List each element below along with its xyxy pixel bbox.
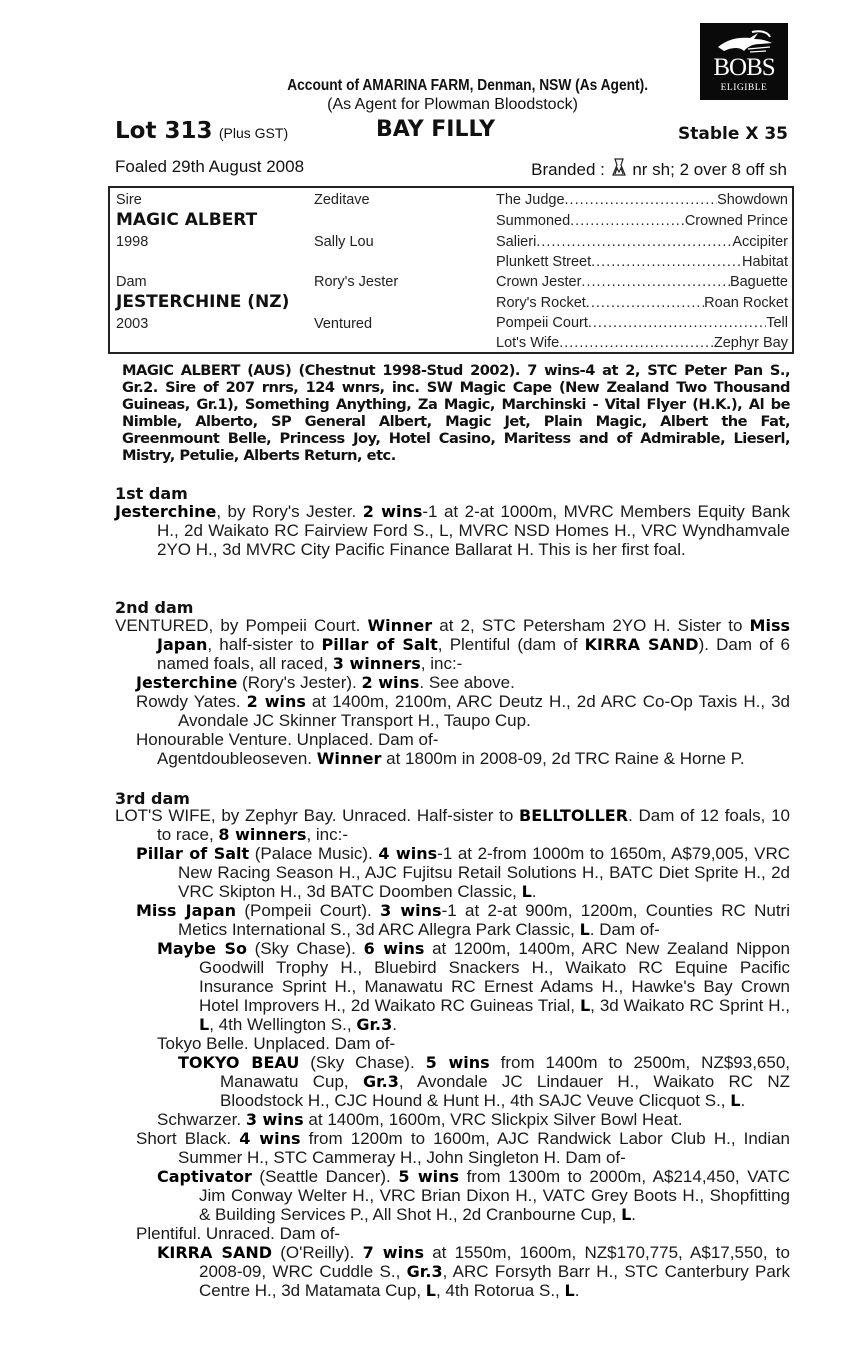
third-gen-dam: Accipiter bbox=[732, 234, 788, 250]
family-entry: Schwarzer. 3 wins at 1400m, 1600m, VRC Slickpix Silver Bowl Heat. bbox=[157, 1110, 683, 1129]
brand-mark-icon bbox=[610, 157, 628, 177]
third-gen-sire: Salieri bbox=[496, 234, 537, 250]
lot-note: (Plus GST) bbox=[218, 125, 289, 141]
branded-text: nr sh; 2 over 8 off sh bbox=[632, 160, 787, 179]
entry-text: -1 at 2-at 1000m, MVRC Members Equity Bank H., 2d Waikato RC Fairview Ford S., L, MVRC NSD Homes H., VRC Wyndhamvale 2YO H., 3d MVRC City Pacific Finance Ballarat H. This is her first foal. bbox=[157, 502, 790, 559]
wins-count: 2 wins bbox=[362, 502, 423, 521]
third-gen-row bbox=[496, 234, 788, 250]
family-entry bbox=[115, 502, 790, 559]
sire-summary: MAGIC ALBERT (AUS) (Chestnut 1998-Stud 2002). 7 wins-4 at 2, STC Peter Pan S., Gr.2. Sire of 207 rnrs, 124 wnrs, inc. SW Magic Cape (New Zealand Two Thousand Guineas, Gr.1), Something Anything, Za Magic, Marchinski - Vital Flyer (H.K.), Al be Nimble, Alberto, SP General Albert, Magic Jet, Plain Magic, Albert the Fat, Greenmount Belle, Princess Joy, Hotel Casino, Maritess and of Admirable, Lieserl, Mistry, Petulie, Alberts Return, etc. bbox=[122, 362, 790, 464]
stable-number: Stable X 35 bbox=[678, 124, 788, 144]
family-entry: Tokyo Belle. Unplaced. Dam of- bbox=[157, 1034, 396, 1053]
family-entry: Maybe So (Sky Chase). 6 wins at 1200m, 1400m, ARC New Zealand Nippon Goodwill Trophy H., Bluebird Snackers H., Waikato RC Equine Pacific Insurance Sprint H., Manawatu RC Ernest Adams H., Hawke's Bay Crown Hotel Improvers H., 2d Waikato RC Guineas Trial, L, 3d Waikato RC Sprint H., L, 4th Wellington S., Gr.3. bbox=[157, 939, 790, 1034]
third-gen-row bbox=[496, 213, 788, 229]
leader-dots bbox=[588, 315, 766, 331]
third-gen-dam: Tell bbox=[766, 315, 788, 331]
family-entry: VENTURED, by Pompeii Court. Winner at 2, STC Petersham 2YO H. Sister to Miss Japan, half-sister to Pillar of Salt, Plentiful (dam of KIRRA SAND). Dam of 6 named foals, all raced, 3 winners, inc:- bbox=[115, 616, 790, 673]
dam-sire: Rory's Jester bbox=[314, 274, 399, 290]
third-gen-sire: The Judge bbox=[496, 192, 565, 208]
third-gen-dam: Showdown bbox=[717, 192, 788, 208]
leader-dots bbox=[586, 295, 704, 311]
vendor-line bbox=[63, 77, 803, 95]
family-entry: LOT'S WIFE, by Zephyr Bay. Unraced. Half-sister to BELLTOLLER. Dam of 12 foals, 10 to race, 8 winners, inc:- bbox=[115, 806, 790, 844]
third-gen-dam: Baguette bbox=[729, 274, 788, 290]
sire-label: Sire bbox=[116, 192, 142, 208]
horse-description: BAY FILLY bbox=[376, 117, 496, 142]
lot-label: Lot 313 bbox=[115, 118, 213, 144]
family-entry: TOKYO BEAU (Sky Chase). 5 wins from 1400m to 2500m, NZ$93,650, Manawatu Cup, Gr.3, Avondale JC Lindauer H., Waikato RC NZ Bloodstock H., CJC Hound & Hunt H., 4th SAJC Veuve Clicquot S., L. bbox=[178, 1053, 791, 1110]
dam-label: Dam bbox=[116, 274, 147, 290]
brand-description bbox=[531, 157, 787, 180]
family-entry: Agentdoubleoseven. Winner at 1800m in 2008-09, 2d TRC Raine & Horne P. bbox=[157, 749, 745, 768]
third-gen-row bbox=[496, 315, 788, 331]
third-gen-sire: Lot's Wife bbox=[496, 335, 560, 351]
vendor-text: Account of AMARINA FARM, Denman, NSW (As Agent). bbox=[287, 77, 649, 94]
horse-head-icon bbox=[714, 29, 774, 55]
third-gen-row bbox=[496, 254, 788, 270]
family-entry: KIRRA SAND (O'Reilly). 7 wins at 1550m, 1600m, NZ$170,775, A$17,550, to 2008-09, WRC Cuddle S., Gr.3, ARC Forsyth Barr H., STC Canterbury Park Centre H., 3d Matamata Cup, L, 4th Rotorua S., L. bbox=[157, 1243, 791, 1300]
lot-number bbox=[115, 117, 288, 144]
family-entry: Honourable Venture. Unplaced. Dam of- bbox=[136, 730, 439, 749]
horse-name: Jesterchine bbox=[115, 502, 217, 521]
leader-dots bbox=[565, 192, 718, 208]
agent-line: (As Agent for Plowman Bloodstock) bbox=[327, 96, 578, 113]
family-entry: Jesterchine (Rory's Jester). 2 wins. See above. bbox=[136, 673, 515, 692]
third-gen-row bbox=[496, 295, 788, 311]
family-entry: Rowdy Yates. 2 wins at 1400m, 2100m, ARC Deutz H., 2d ARC Co-Op Taxis H., 3d Avondale JC Skinner Transport H., Taupo Cup. bbox=[136, 692, 790, 730]
third-dam-heading: 3rd dam bbox=[115, 789, 190, 808]
sire-name: MAGIC ALBERT bbox=[116, 210, 258, 230]
sire-dam: Sally Lou bbox=[314, 234, 374, 250]
branded-label: Branded : bbox=[531, 160, 605, 179]
dam-name: JESTERCHINE (NZ) bbox=[116, 292, 290, 312]
third-gen-dam: Zephyr Bay bbox=[713, 335, 788, 351]
third-gen-row bbox=[496, 192, 788, 208]
third-gen-sire: Summoned bbox=[496, 213, 571, 229]
second-dam-heading: 2nd dam bbox=[115, 598, 194, 617]
leader-dots bbox=[570, 213, 685, 229]
leader-dots bbox=[536, 234, 732, 250]
dam-dam: Ventured bbox=[314, 316, 373, 332]
third-gen-sire: Rory's Rocket bbox=[496, 295, 586, 311]
leader-dots bbox=[591, 254, 742, 270]
logo-text-eligible: ELIGIBLE bbox=[720, 83, 768, 93]
leader-dots bbox=[559, 335, 714, 351]
third-gen-dam: Crowned Prince bbox=[684, 213, 788, 229]
third-gen-sire: Pompeii Court bbox=[496, 315, 588, 331]
third-gen-dam: Habitat bbox=[742, 254, 788, 270]
third-gen-sire: Plunkett Street bbox=[496, 254, 592, 270]
family-entry: Plentiful. Unraced. Dam of- bbox=[136, 1224, 341, 1243]
third-gen-row bbox=[496, 335, 788, 351]
sire-year: 1998 bbox=[116, 234, 149, 250]
leader-dots bbox=[581, 274, 730, 290]
third-gen-row bbox=[496, 274, 788, 290]
entry-text: , by Rory's Jester. bbox=[216, 502, 363, 521]
family-entry: Short Black. 4 wins from 1200m to 1600m, AJC Randwick Labor Club H., Indian Summer H., STC Cammeray H., John Singleton H. Dam of- bbox=[136, 1129, 790, 1167]
family-entry: Captivator (Seattle Dancer). 5 wins from 1300m to 2000m, A$214,450, VATC Jim Conway Welter H., VRC Brian Dixon H., VATC Grey Boots H., Shopfitting & Building Services P., All Shot H., 2d Cranbourne Cup, L. bbox=[157, 1167, 791, 1224]
logo-text-bobs: BOBS bbox=[713, 54, 775, 81]
foaled-date: Foaled 29th August 2008 bbox=[115, 157, 305, 176]
family-entry: Miss Japan (Pompeii Court). 3 wins-1 at 2-at 900m, 1200m, Counties RC Nutri Metics International S., 3d ARC Allegra Park Classic, L. Dam of- bbox=[136, 901, 790, 939]
family-entry: Pillar of Salt (Palace Music). 4 wins-1 at 2-from 1000m to 1650m, A$79,005, VRC New Racing Season H., AJC Fujitsu Retail Solutions H., BATC Diet Sprite H., 2d VRC Skipton H., 3d BATC Doomben Classic, L. bbox=[136, 844, 790, 901]
third-gen-dam: Roan Rocket bbox=[704, 295, 788, 311]
dam-year: 2003 bbox=[116, 316, 149, 332]
pedigree-table bbox=[108, 186, 794, 354]
sire-sire: Zeditave bbox=[314, 192, 370, 208]
first-dam-heading: 1st dam bbox=[115, 484, 188, 503]
third-gen-sire: Crown Jester bbox=[496, 274, 582, 290]
